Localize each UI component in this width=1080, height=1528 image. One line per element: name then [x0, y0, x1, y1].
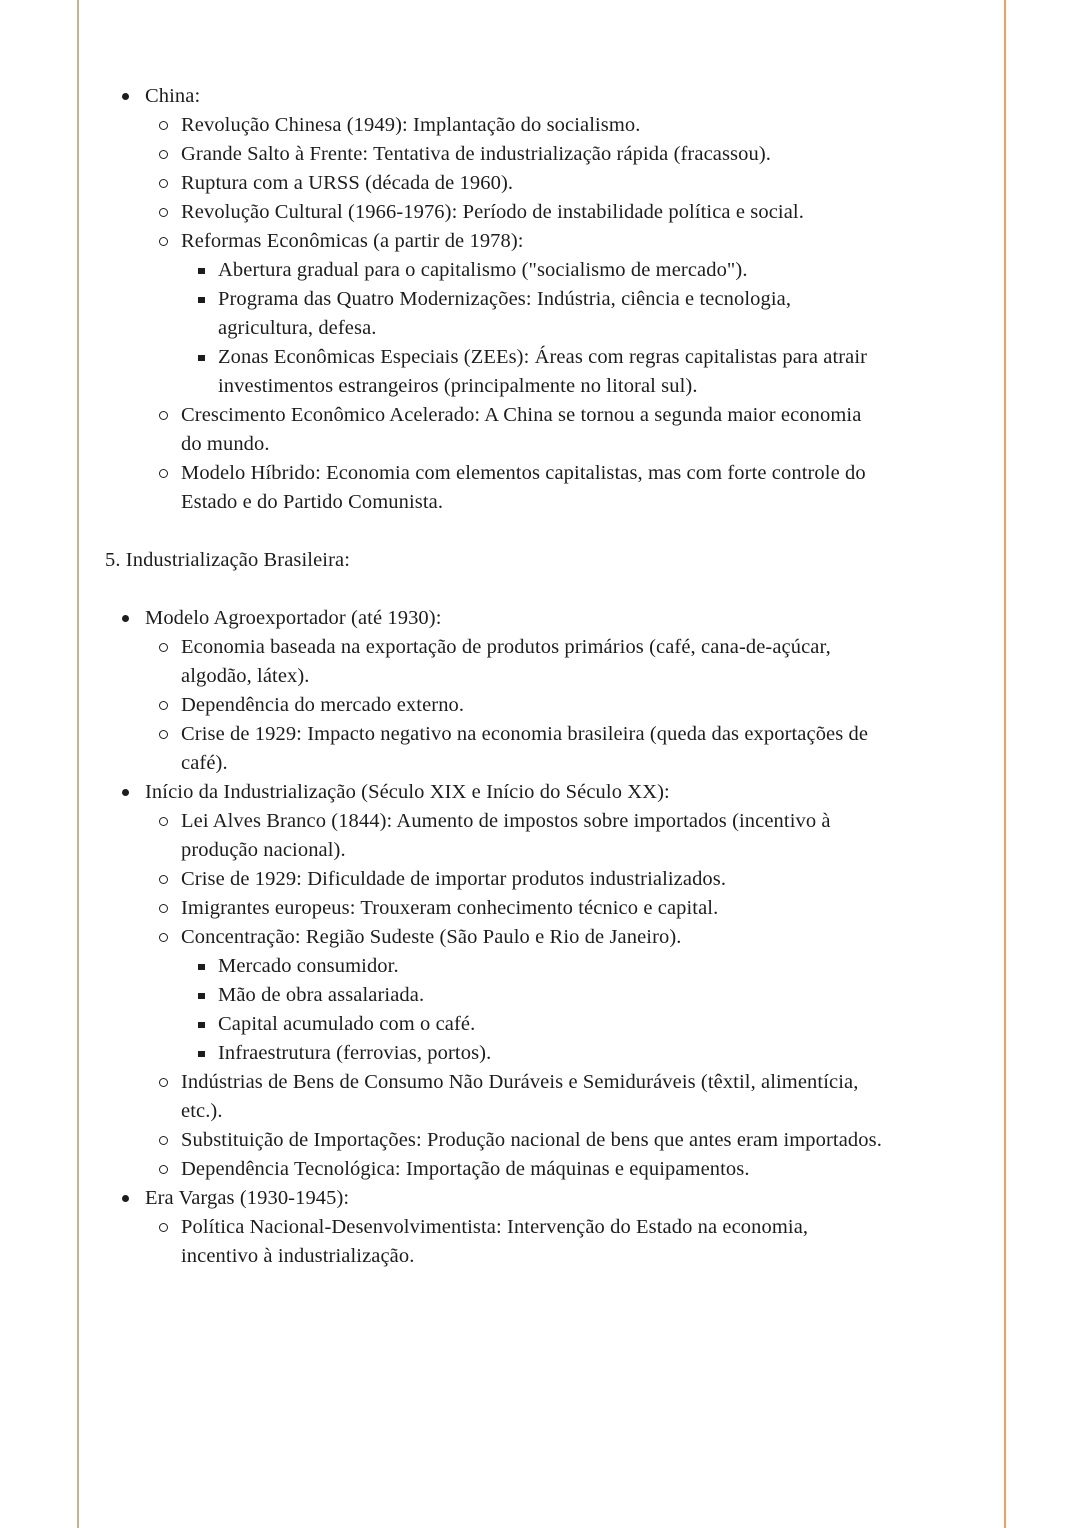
disc-bullet-icon: [122, 615, 129, 622]
list-item-text: Lei Alves Branco (1844): Aumento de impostos sobre importados (incentivo à produção nacional).: [181, 810, 831, 861]
list-item: [181, 952, 887, 981]
list-item: [181, 256, 887, 285]
circle-bullet-icon: [159, 1165, 168, 1174]
circle-bullet-icon: [159, 150, 168, 159]
list-item-text: Indústrias de Bens de Consumo Não Duráveis e Semiduráveis (têxtil, alimentícia, etc.).: [181, 1071, 859, 1122]
list-item: [145, 691, 887, 720]
circle-bullet-icon: [159, 411, 168, 420]
bullet-list-level-3: [181, 256, 887, 401]
square-bullet-icon: [198, 268, 205, 275]
right-page-rule: [1004, 0, 1006, 1528]
list-item: [145, 401, 887, 459]
list-item: [145, 1155, 887, 1184]
list-item: [145, 1068, 887, 1126]
circle-bullet-icon: [159, 701, 168, 710]
bullet-list-level-1: [105, 82, 887, 517]
list-item-text: Modelo Híbrido: Economia com elementos capitalistas, mas com forte controle do Estado e do Partido Comunista.: [181, 462, 866, 513]
list-item: [181, 343, 887, 401]
circle-bullet-icon: [159, 904, 168, 913]
list-item-text: Infraestrutura (ferrovias, portos).: [218, 1042, 492, 1064]
list-item: [145, 169, 887, 198]
bullet-list-level-2: [145, 633, 887, 778]
list-item-text: Imigrantes europeus: Trouxeram conhecimento técnico e capital.: [181, 897, 719, 919]
section-heading: 5. Industrialização Brasileira:: [105, 549, 351, 571]
circle-bullet-icon: [159, 643, 168, 652]
list-item-text: Grande Salto à Frente: Tentativa de industrialização rápida (fracassou).: [181, 143, 771, 165]
circle-bullet-icon: [159, 469, 168, 478]
list-item: [145, 807, 887, 865]
square-bullet-icon: [198, 355, 205, 362]
list-item: [145, 198, 887, 227]
list-item-text: Dependência Tecnológica: Importação de máquinas e equipamentos.: [181, 1158, 750, 1180]
circle-bullet-icon: [159, 121, 168, 130]
circle-bullet-icon: [159, 875, 168, 884]
list-item: [145, 140, 887, 169]
circle-bullet-icon: [159, 730, 168, 739]
list-item-text: Zonas Econômicas Especiais (ZEEs): Áreas com regras capitalistas para atrair investimentos estrangeiros (principalmente no litoral sul).: [218, 346, 868, 397]
list-item-text: Crise de 1929: Dificuldade de importar produtos industrializados.: [181, 868, 727, 890]
list-item: [105, 1184, 887, 1271]
list-item-text: Crise de 1929: Impacto negativo na economia brasileira (queda das exportações de café).: [181, 723, 869, 774]
list-item: [145, 1213, 887, 1271]
list-item-text: Revolução Cultural (1966-1976): Período de instabilidade política e social.: [181, 201, 804, 223]
square-bullet-icon: [198, 297, 205, 304]
document-content: [105, 82, 887, 1271]
list-item-text: Mão de obra assalariada.: [218, 984, 425, 1006]
list-item: [105, 82, 887, 517]
list-item: [181, 1039, 887, 1068]
list-item: [145, 865, 887, 894]
list-item: [145, 894, 887, 923]
list-item-text: Dependência do mercado externo.: [181, 694, 465, 716]
circle-bullet-icon: [159, 1136, 168, 1145]
square-bullet-icon: [198, 1022, 205, 1029]
list-item-text: Concentração: Região Sudeste (São Paulo e Rio de Janeiro).: [181, 926, 682, 948]
bullet-list-level-2: [145, 807, 887, 1184]
list-item: [145, 1126, 887, 1155]
list-item: [145, 633, 887, 691]
list-item: [181, 285, 887, 343]
list-item: [105, 778, 887, 1184]
list-item-text: Substituição de Importações: Produção nacional de bens que antes eram importados.: [181, 1129, 882, 1151]
list-item: [145, 111, 887, 140]
list-item-text: Crescimento Econômico Acelerado: A China se tornou a segunda maior economia do mundo.: [181, 404, 862, 455]
disc-bullet-icon: [122, 93, 129, 100]
list-item-text: Modelo Agroexportador (até 1930):: [145, 607, 442, 629]
list-item-text: Ruptura com a URSS (década de 1960).: [181, 172, 514, 194]
circle-bullet-icon: [159, 933, 168, 942]
list-item-text: Abertura gradual para o capitalismo ("socialismo de mercado").: [218, 259, 748, 281]
circle-bullet-icon: [159, 1223, 168, 1232]
left-page-rule: [77, 0, 79, 1528]
square-bullet-icon: [198, 993, 205, 1000]
list-item-text: Reformas Econômicas (a partir de 1978):: [181, 230, 524, 252]
disc-bullet-icon: [122, 789, 129, 796]
list-item: [181, 1010, 887, 1039]
bullet-list-level-3: [181, 952, 887, 1068]
list-item: [181, 981, 887, 1010]
list-item-text: Capital acumulado com o café.: [218, 1013, 476, 1035]
list-item-text: Revolução Chinesa (1949): Implantação do socialismo.: [181, 114, 641, 136]
list-item-text: Economia baseada na exportação de produtos primários (café, cana-de-açúcar, algodão, látex).: [181, 636, 831, 687]
list-item-text: China:: [145, 85, 201, 107]
list-item: [145, 720, 887, 778]
circle-bullet-icon: [159, 817, 168, 826]
bullet-list-level-1: [105, 604, 887, 1271]
list-item-text: Início da Industrialização (Século XIX e Início do Século XX):: [145, 781, 670, 803]
list-item-text: Programa das Quatro Modernizações: Indústria, ciência e tecnologia, agricultura, defesa.: [218, 288, 792, 339]
list-item-text: Política Nacional-Desenvolvimentista: Intervenção do Estado na economia, incentivo à industrialização.: [181, 1216, 809, 1267]
bullet-list-level-2: [145, 1213, 887, 1271]
circle-bullet-icon: [159, 1078, 168, 1087]
list-item: [105, 604, 887, 778]
square-bullet-icon: [198, 964, 205, 971]
list-item-text: Era Vargas (1930-1945):: [145, 1187, 350, 1209]
circle-bullet-icon: [159, 208, 168, 217]
list-item: [145, 923, 887, 1068]
square-bullet-icon: [198, 1051, 205, 1058]
list-item-text: Mercado consumidor.: [218, 955, 399, 977]
list-item: [145, 459, 887, 517]
disc-bullet-icon: [122, 1195, 129, 1202]
list-item: [145, 227, 887, 401]
circle-bullet-icon: [159, 179, 168, 188]
bullet-list-level-2: [145, 111, 887, 517]
circle-bullet-icon: [159, 237, 168, 246]
